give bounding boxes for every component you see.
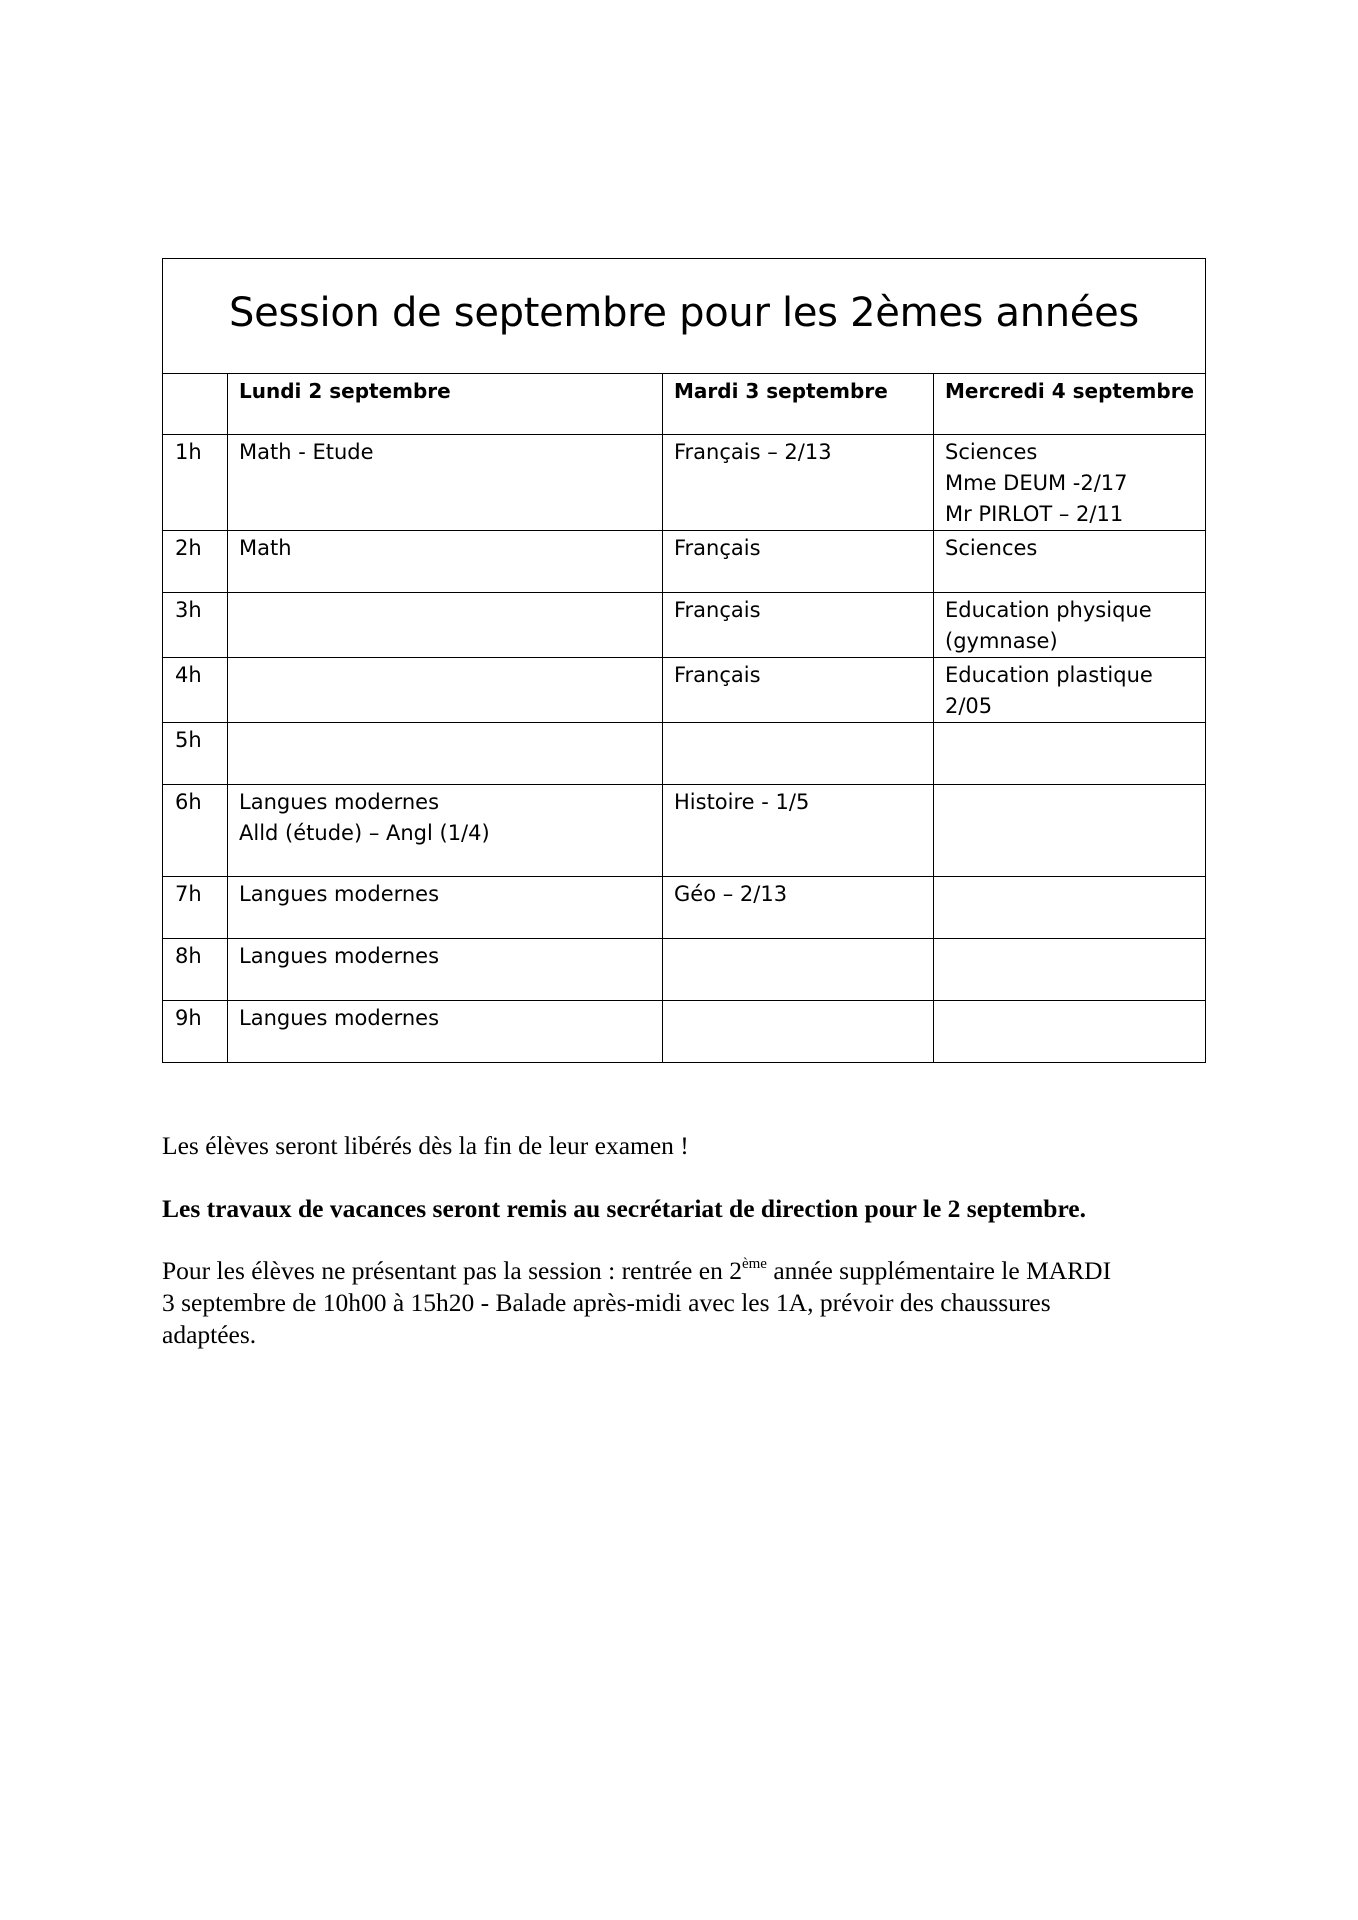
- cell-line: Langues modernes: [239, 790, 440, 814]
- lundi-cell: [228, 1001, 663, 1063]
- mardi-cell: [663, 593, 934, 658]
- mercredi-cell: [934, 593, 1206, 658]
- hour-cell: 8h: [163, 939, 228, 1001]
- cell-line: (gymnase): [945, 629, 1058, 653]
- non-session-note-line1-end: année supplémentaire le MARDI: [766, 1256, 1112, 1285]
- schedule-table: [162, 258, 1206, 1063]
- page-title: Session de septembre pour les 2èmes années: [229, 290, 1139, 336]
- mardi-cell: [663, 877, 934, 939]
- table-row: [163, 877, 1206, 939]
- table-title-cell: [163, 259, 1206, 374]
- ordinal-superscript: ème: [741, 1255, 767, 1272]
- cell-line: Education plastique: [945, 663, 1153, 687]
- hour-cell: 1h: [163, 435, 228, 531]
- mardi-cell: [663, 531, 934, 593]
- mardi-cell: [663, 1001, 934, 1063]
- cell-line: 2/05: [945, 694, 993, 718]
- hour-cell: 4h: [163, 658, 228, 723]
- mercredi-cell: [934, 658, 1206, 723]
- table-row: [163, 1001, 1206, 1063]
- cell-line: Math: [239, 536, 292, 560]
- mercredi-cell: [934, 1001, 1206, 1063]
- hour-cell: 7h: [163, 877, 228, 939]
- non-session-note-line2: 3 septembre de 10h00 à 15h20 - Balade après-midi avec les 1A, prévoir des chaussures: [162, 1288, 1051, 1317]
- cell-line: Mr PIRLOT – 2/11: [945, 502, 1124, 526]
- cell-line: Français: [674, 663, 761, 687]
- table-row: [163, 531, 1206, 593]
- cell-line: Histoire - 1/5: [674, 790, 810, 814]
- table-row: [163, 435, 1206, 531]
- lundi-cell: [228, 939, 663, 1001]
- cell-line: Langues modernes: [239, 1006, 440, 1030]
- mardi-cell: [663, 785, 934, 877]
- header-mercredi: Mercredi 4 septembre: [934, 374, 1206, 435]
- lundi-cell: [228, 785, 663, 877]
- hour-cell: 2h: [163, 531, 228, 593]
- cell-line: Langues modernes: [239, 882, 440, 906]
- non-session-note: [162, 1255, 1212, 1351]
- cell-line: Langues modernes: [239, 944, 440, 968]
- mercredi-cell: [934, 939, 1206, 1001]
- table-row: [163, 658, 1206, 723]
- mardi-cell: [663, 658, 934, 723]
- cell-line: Mme DEUM -2/17: [945, 471, 1128, 495]
- mardi-cell: [663, 435, 934, 531]
- cell-line: Education physique: [945, 598, 1152, 622]
- release-note: Les élèves seront libérés dès la fin de leur examen !: [162, 1131, 689, 1160]
- non-session-note-start: Pour les élèves ne présentant pas la session : rentrée en 2: [162, 1256, 742, 1285]
- header-hour-cell: [163, 374, 228, 435]
- lundi-cell: [228, 593, 663, 658]
- mercredi-cell: [934, 723, 1206, 785]
- table-row: [163, 593, 1206, 658]
- homework-note: Les travaux de vacances seront remis au secrétariat de direction pour le 2 septembre.: [162, 1194, 1086, 1223]
- table-row: [163, 939, 1206, 1001]
- mercredi-cell: [934, 785, 1206, 877]
- lundi-cell: [228, 723, 663, 785]
- hour-cell: 9h: [163, 1001, 228, 1063]
- header-mardi: Mardi 3 septembre: [663, 374, 934, 435]
- lundi-cell: [228, 435, 663, 531]
- mardi-cell: [663, 723, 934, 785]
- non-session-note-line3: adaptées.: [162, 1320, 257, 1349]
- cell-line: Français: [674, 536, 761, 560]
- lundi-cell: [228, 531, 663, 593]
- header-row: [163, 374, 1206, 435]
- cell-line: Français – 2/13: [674, 440, 832, 464]
- cell-line: Géo – 2/13: [674, 882, 788, 906]
- mercredi-cell: [934, 877, 1206, 939]
- cell-line: Sciences: [945, 440, 1038, 464]
- cell-line: Math - Etude: [239, 440, 374, 464]
- mercredi-cell: [934, 531, 1206, 593]
- hour-cell: 3h: [163, 593, 228, 658]
- cell-line: Français: [674, 598, 761, 622]
- table-row: [163, 723, 1206, 785]
- cell-line: Sciences: [945, 536, 1038, 560]
- lundi-cell: [228, 658, 663, 723]
- header-lundi: Lundi 2 septembre: [228, 374, 663, 435]
- lundi-cell: [228, 877, 663, 939]
- hour-cell: 5h: [163, 723, 228, 785]
- cell-line: Alld (étude) – Angl (1/4): [239, 821, 490, 845]
- table-row: [163, 785, 1206, 877]
- mardi-cell: [663, 939, 934, 1001]
- mercredi-cell: [934, 435, 1206, 531]
- hour-cell: 6h: [163, 785, 228, 877]
